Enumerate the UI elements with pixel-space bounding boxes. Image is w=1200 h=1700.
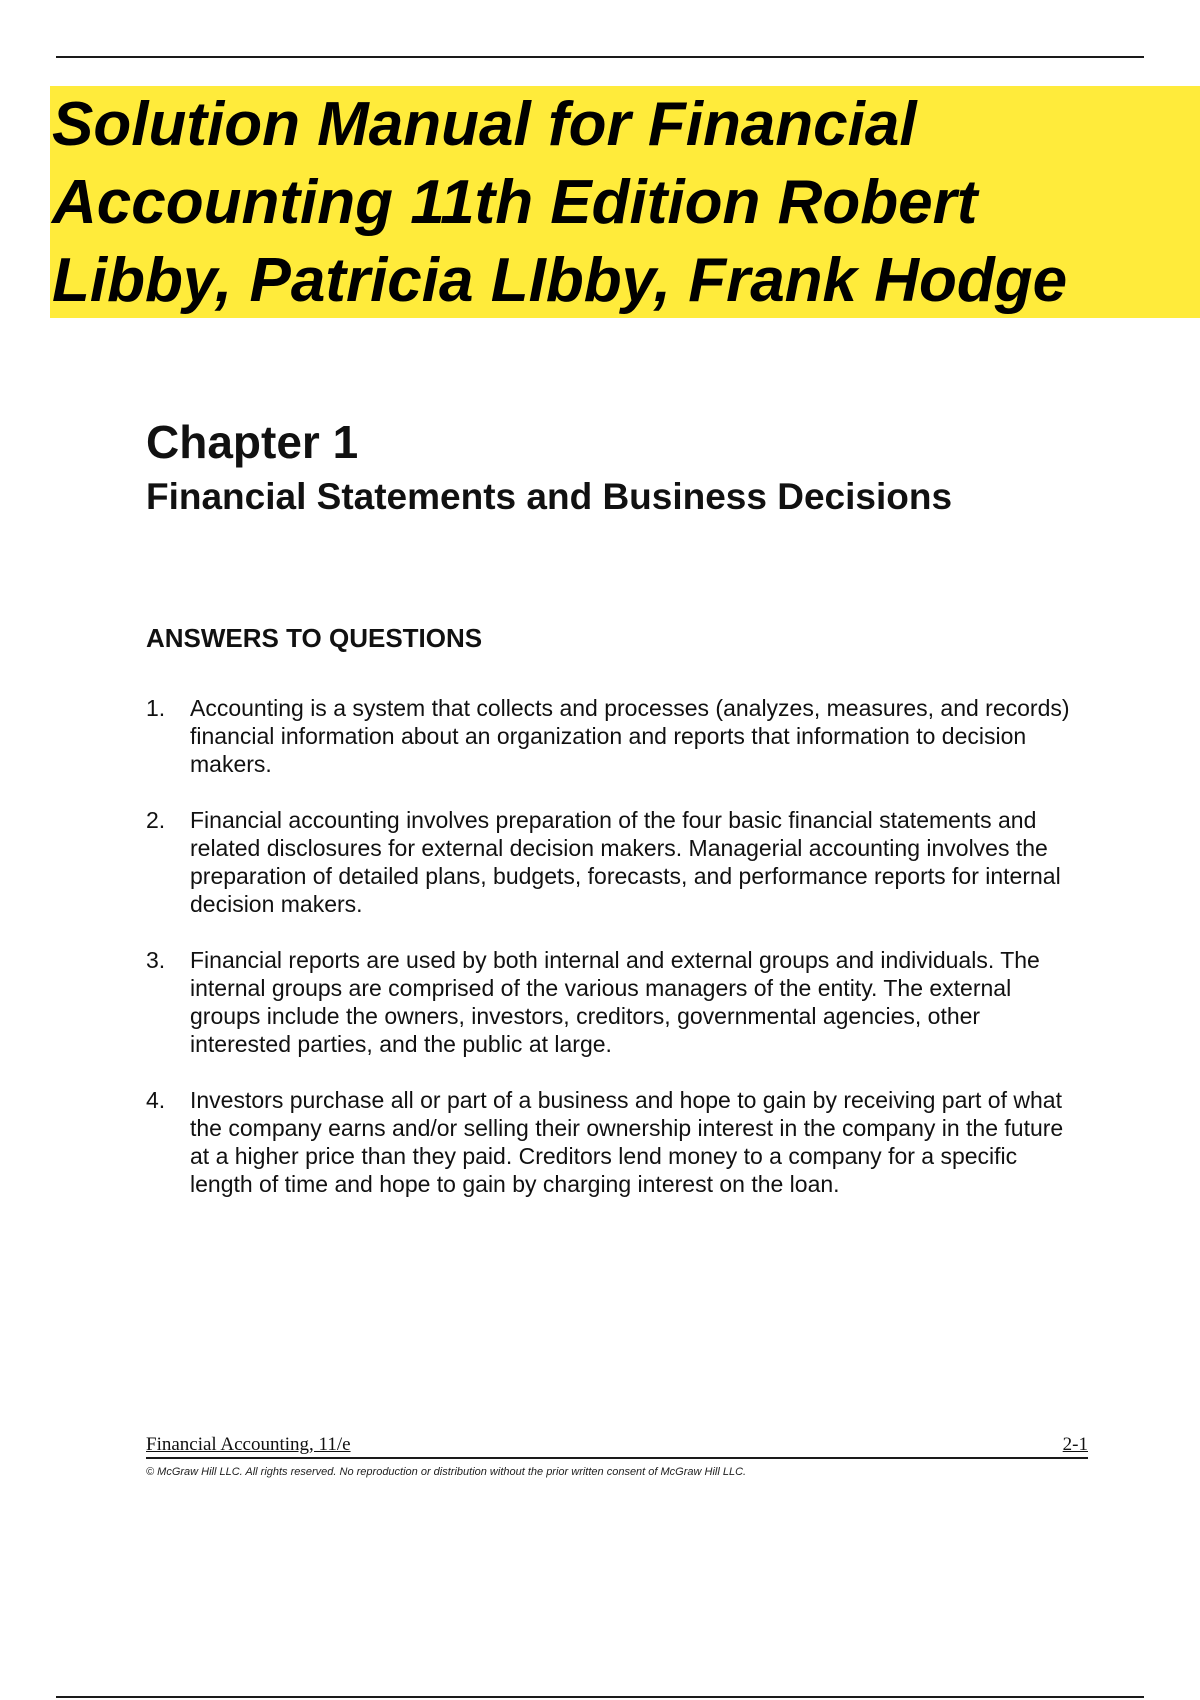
answer-number: 4.	[146, 1087, 166, 1113]
answer-item-4	[146, 1086, 1086, 1198]
answer-text: Investors purchase all or part of a business and hope to gain by receiving part of what the company earns and/or selling their ownership interest in the company in the future at a higher price than they paid. Creditors lend money to a company for a specific length of time and hope to gain by charging interest on the loan.	[190, 1087, 1064, 1197]
answer-item-1	[146, 694, 1086, 778]
bottom-rule	[56, 1696, 1144, 1698]
footer-row	[146, 1434, 1088, 1459]
answer-text: Accounting is a system that collects and processes (analyzes, measures, and records) financial information about an organization and reports that information to decision makers.	[190, 695, 1070, 777]
answer-number: 2.	[146, 807, 166, 833]
answer-item-2	[146, 806, 1086, 918]
section-heading: ANSWERS TO QUESTIONS	[146, 623, 483, 653]
answer-item-3	[146, 946, 1086, 1058]
page-footer	[146, 1434, 1088, 1479]
chapter-heading	[146, 414, 1106, 520]
answer-text: Financial accounting involves preparation of the four basic financial statements and related disclosures for external decision makers. Managerial accounting involves the preparation of detailed plans, budgets, forecasts, and performance reports for internal decision makers.	[190, 807, 1061, 917]
answer-number: 3.	[146, 947, 166, 973]
footer-page-number: 2-1	[1062, 1434, 1088, 1455]
answer-number: 1.	[146, 695, 166, 721]
top-rule	[56, 56, 1144, 58]
document-title: Solution Manual for Financial Accounting 11th Edition Robert Libby, Patricia LIbby, Frank Hodge	[52, 90, 1068, 315]
footer-copyright: © McGraw Hill LLC. All rights reserved. No reproduction or distribution without the prior written consent of McGraw Hill LLC.	[146, 1466, 747, 1478]
answers-list	[146, 694, 1086, 1226]
chapter-title: Financial Statements and Business Decisions	[146, 476, 953, 517]
answer-text: Financial reports are used by both internal and external groups and individuals. The internal groups are comprised of the various managers of the entity. The external groups include the owners, investors, creditors, governmental agencies, other interested parties, and the public at large.	[190, 947, 1040, 1057]
footer-book-title: Financial Accounting, 11/e	[146, 1434, 351, 1455]
chapter-number: Chapter 1	[146, 416, 359, 468]
